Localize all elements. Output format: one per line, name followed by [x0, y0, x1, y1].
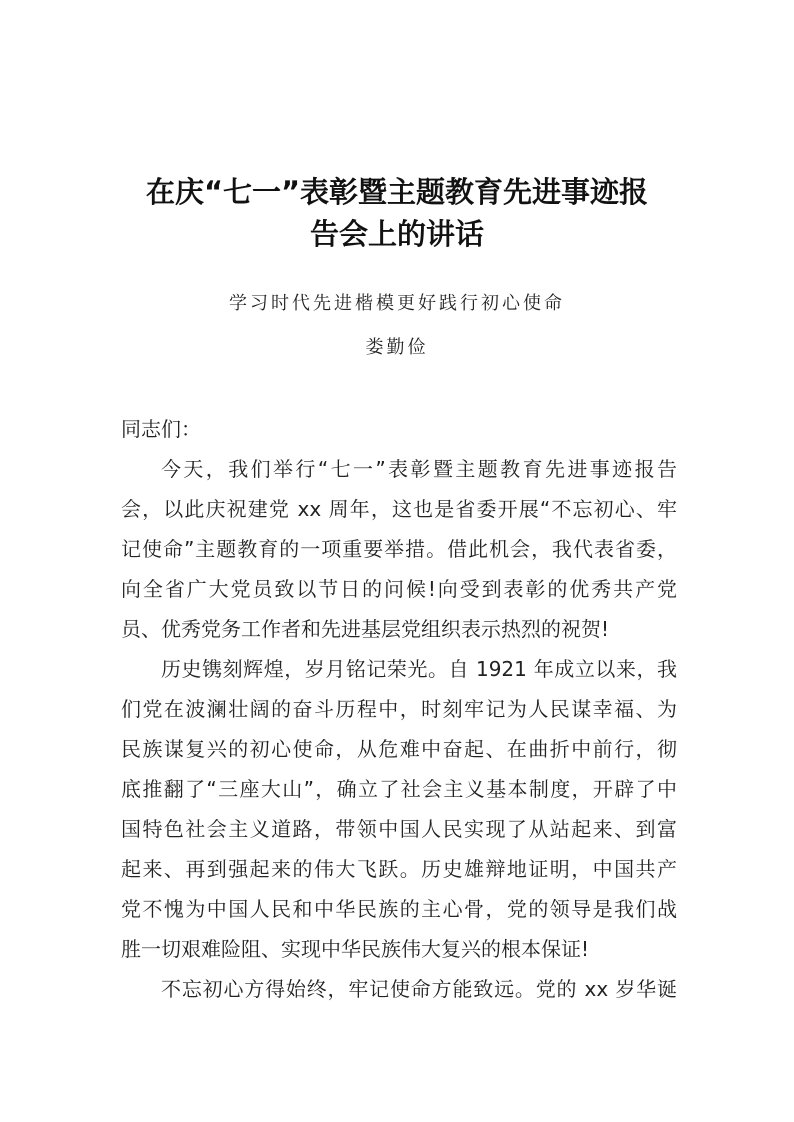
body-text: [121, 414, 677, 1014]
paragraph-line: 员、优秀党务工作者和先进基层党组织表示热烈的祝贺!: [121, 617, 610, 641]
paragraph-line: 向全省广大党员致以节日的问候!向受到表彰的优秀共产党: [121, 577, 677, 601]
paragraph-line: 国特色社会主义道路，带领中国人民实现了从站起来、到富: [121, 817, 677, 841]
paragraph-line: 记使命”主题教育的一项重要举措。借此机会，我代表省委，: [121, 537, 677, 561]
paragraph-line: 会，以此庆祝建党 xx 周年，这也是省委开展“不忘初心、牢: [121, 497, 677, 521]
paragraph-line: 起来、再到强起来的伟大飞跃。历史雄辩地证明，中国共产: [121, 857, 677, 881]
title-line-1: 在庆“七一”表彰暨主题教育先进事迹报: [145, 175, 649, 209]
paragraph-line: 胜一切艰难险阻、实现中华民族伟大复兴的根本保证!: [121, 937, 590, 961]
paragraph-line: 们党在波澜壮阔的奋斗历程中，时刻牢记为人民谋幸福、为: [121, 697, 677, 721]
paragraph-line: 不忘初心方得始终，牢记使命方能致远。党的 xx 岁华诞: [161, 977, 677, 1001]
subtitle: 学习时代先进楷模更好践行初心使命: [229, 293, 565, 314]
paragraph-line: 今天，我们举行“七一”表彰暨主题教育先进事迹报告: [161, 457, 677, 481]
paragraph-line: 民族谋复兴的初心使命，从危难中奋起、在曲折中前行，彻: [121, 737, 677, 761]
author: 娄勤俭: [365, 337, 429, 358]
paragraph-line: 底推翻了“三座大山”，确立了社会主义基本制度，开辟了中: [121, 777, 677, 801]
paragraph-line: 党不愧为中国人民和中华民族的主心骨，党的领导是我们战: [121, 897, 677, 921]
salutation: 同志们：: [121, 417, 201, 441]
title-line-2: 告会上的讲话: [309, 217, 484, 251]
paragraph-line: 历史镌刻辉煌，岁月铭记荣光。自 1921 年成立以来，我: [161, 657, 677, 681]
